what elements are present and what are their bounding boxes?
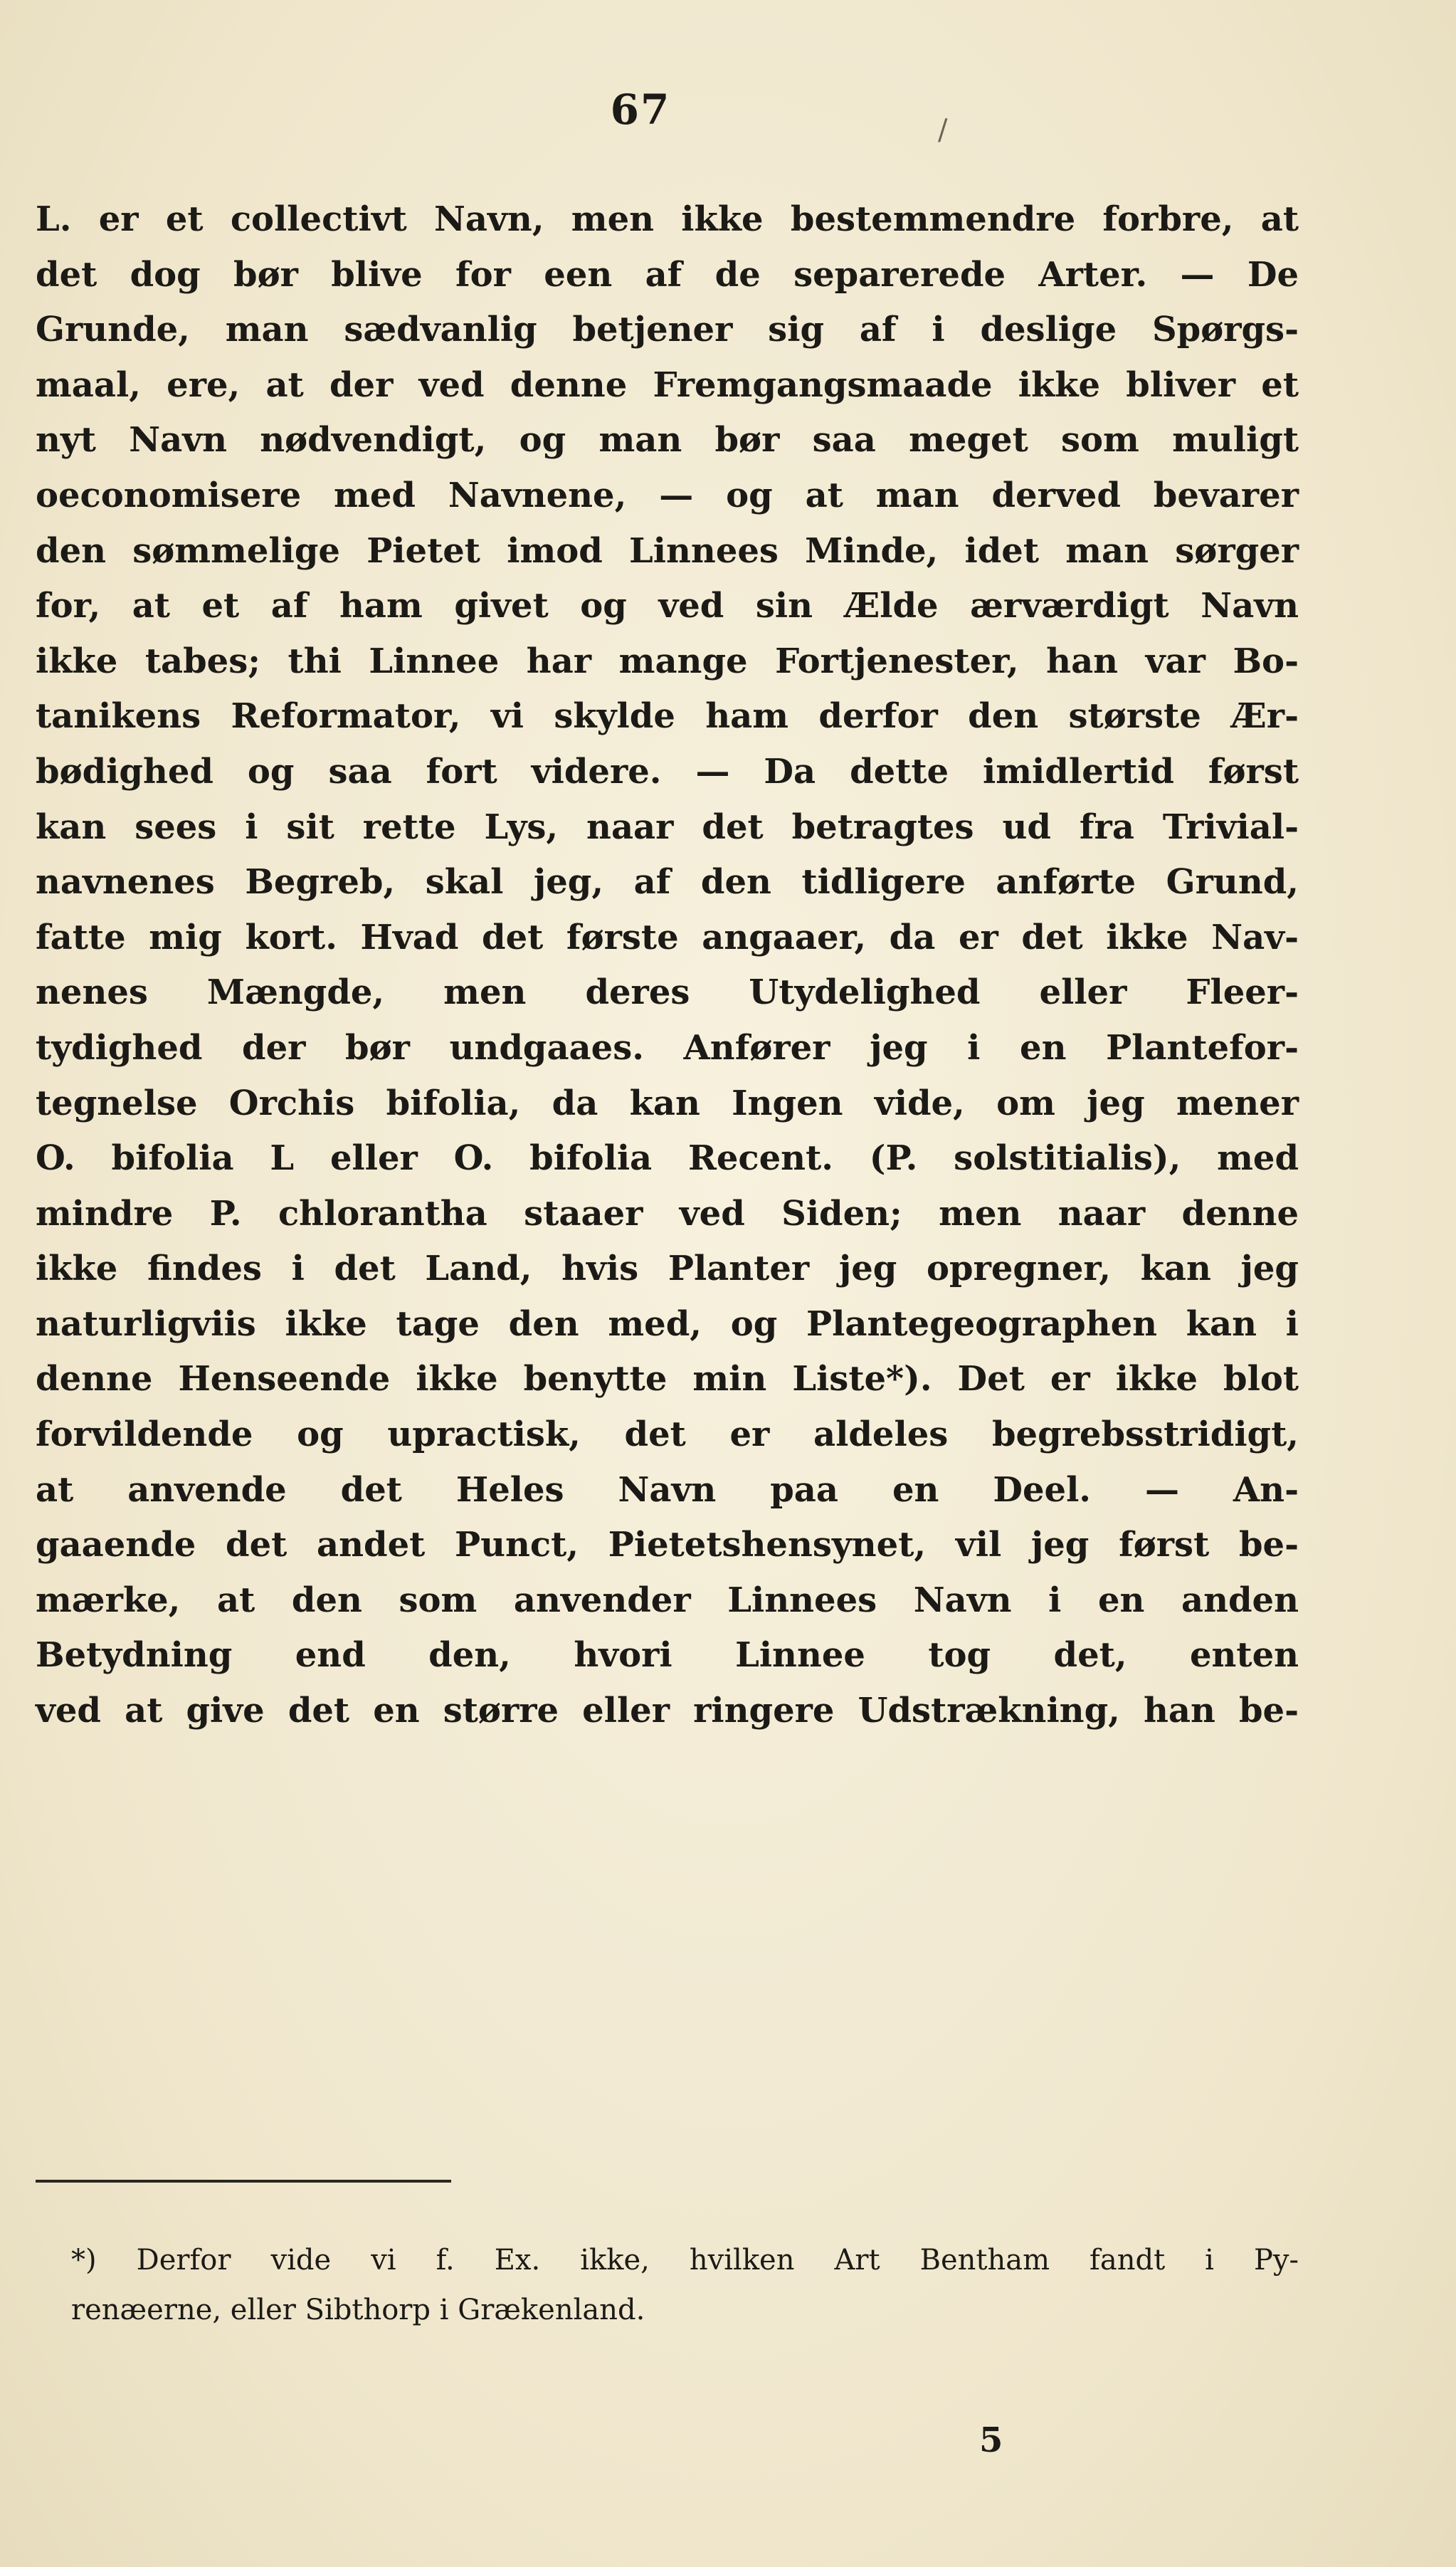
text-line: tydighed der bør undgaaes. Anfører jeg i en Plantefor- [36,1027,1299,1068]
text-line: bødighed og saa fort videre. — Da dette imidlertid først [36,751,1299,792]
text-line: den sømmelige Pietet imod Linnees Minde, idet man sørger [36,530,1299,571]
text-line: maal, ere, at der ved denne Fremgangsmaade ikke bliver et [36,364,1299,405]
text-line: at anvende det Heles Navn paa en Deel. — An- [36,1469,1299,1510]
text-line: navnenes Begreb, skal jeg, af den tidligere anførte Grund, [36,862,1299,903]
text-line: for, at et af ham givet og ved sin Ælde ærværdigt Navn [36,586,1299,626]
text-line: det dog bør blive for een af de separerede Arter. — De [36,254,1299,295]
text-line: Grunde, man sædvanlig betjener sig af i deslige Spørgs- [36,310,1299,350]
page-number: 67 [610,85,671,134]
text-line: Betydning end den, hvori Linnee tog det, enten [36,1635,1299,1676]
text-line: O. bifolia L eller O. bifolia Recent. (P. solstitialis), med [36,1138,1299,1179]
text-line: mærke, at den som anvender Linnees Navn i en anden [36,1580,1299,1620]
text-line: denne Henseende ikke benytte min Liste*). Det er ikke blot [36,1359,1299,1400]
footnote-line: *) Derfor vide vi f. Ex. ikke, hvilken Art Bentham fandt i Py- [71,2244,1299,2277]
text-line: fatte mig kort. Hvad det første angaaer, da er det ikke Nav- [36,917,1299,957]
footnote-divider [36,2180,451,2183]
text-line: ikke findes i det Land, hvis Planter jeg opregner, kan jeg [36,1249,1299,1289]
text-line: forvildende og upractisk, det er aldeles begrebsstridigt, [36,1414,1299,1455]
footnote-line: renæerne, eller Sibthorp i Grækenland. [71,2294,645,2326]
text-line: mindre P. chlorantha staaer ved Siden; men naar denne [36,1193,1299,1234]
text-line: gaaende det andet Punct, Pietetshensynet, vil jeg først be- [36,1525,1299,1565]
text-line: nyt Navn nødvendigt, og man bør saa meget som muligt [36,420,1299,461]
pencil-mark: / [938,114,948,147]
text-line: L. er et collectivt Navn, men ikke bestemmendre forbre, at [36,199,1299,239]
text-line: naturligviis ikke tage den med, og Plantegeographen kan i [36,1303,1299,1344]
footnote [71,2235,1299,2335]
text-line: nenes Mængde, men deres Utydelighed eller Fleer- [36,972,1299,1013]
text-line: ved at give det en større eller ringere Udstrækning, han be- [36,1691,1299,1731]
text-line: oeconomisere med Navnene, — og at man derved bevarer [36,475,1299,515]
body-text [36,192,1299,1739]
text-line: tanikens Reformator, vi skylde ham derfor den største Ær- [36,696,1299,737]
text-line: tegnelse Orchis bifolia, da kan Ingen vide, om jeg mener [36,1083,1299,1123]
signature-mark: 5 [979,2420,1003,2460]
text-line: ikke tabes; thi Linnee har mange Fortjenester, han var Bo- [36,641,1299,681]
text-line: kan sees i sit rette Lys, naar det betragtes ud fra Trivial- [36,807,1299,847]
